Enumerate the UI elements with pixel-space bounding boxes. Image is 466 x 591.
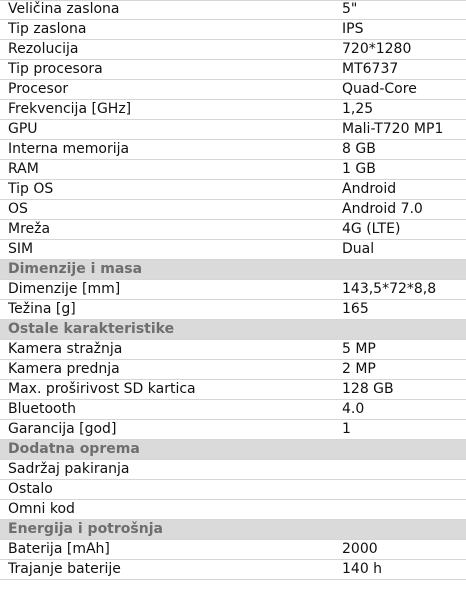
table-row: [0, 360, 466, 380]
spec-label: Frekvencija [GHz]: [0, 100, 334, 120]
table-row: [0, 300, 466, 320]
spec-value: 1 GB: [334, 160, 466, 180]
spec-label: Sadržaj pakiranja: [0, 460, 334, 480]
spec-label: Tip zaslona: [0, 20, 334, 40]
spec-value: IPS: [334, 20, 466, 40]
table-row: [0, 340, 466, 360]
table-row: [0, 280, 466, 300]
spec-label: Veličina zaslona: [0, 0, 334, 20]
spec-value: 1: [334, 420, 466, 440]
spec-label: Bluetooth: [0, 400, 334, 420]
spec-label: Mreža: [0, 220, 334, 240]
spec-label: Kamera stražnja: [0, 340, 334, 360]
table-row: [0, 80, 466, 100]
spec-label: Dimenzije [mm]: [0, 280, 334, 300]
spec-label: Baterija [mAh]: [0, 540, 334, 560]
spec-value: 8 GB: [334, 140, 466, 160]
spec-value: 165: [334, 300, 466, 320]
spec-value: 5": [334, 0, 466, 20]
spec-value: 720*1280: [334, 40, 466, 60]
table-row: [0, 180, 466, 200]
spec-label: Rezolucija: [0, 40, 334, 60]
spec-value: 5 MP: [334, 340, 466, 360]
spec-value: 128 GB: [334, 380, 466, 400]
table-row: [0, 60, 466, 80]
spec-label: OS: [0, 200, 334, 220]
spec-label: GPU: [0, 120, 334, 140]
spec-label: RAM: [0, 160, 334, 180]
table-row: [0, 400, 466, 420]
spec-value: [334, 460, 466, 480]
table-row: [0, 140, 466, 160]
table-row: [0, 480, 466, 500]
spec-value: 4.0: [334, 400, 466, 420]
spec-value: 140 h: [334, 560, 466, 580]
spec-label: Interna memorija: [0, 140, 334, 160]
spec-value: 143,5*72*8,8: [334, 280, 466, 300]
table-row: [0, 40, 466, 60]
spec-value: Android: [334, 180, 466, 200]
table-row: [0, 0, 466, 20]
spec-value: 2000: [334, 540, 466, 560]
table-row: [0, 420, 466, 440]
spec-value: [334, 500, 466, 520]
spec-value: Android 7.0: [334, 200, 466, 220]
spec-label: Kamera prednja: [0, 360, 334, 380]
section-title: Dimenzije i masa: [0, 260, 466, 280]
table-row: [0, 560, 466, 580]
section-title: Ostale karakteristike: [0, 320, 466, 340]
table-row: [0, 120, 466, 140]
section-title: Energija i potrošnja: [0, 520, 466, 540]
spec-value: Quad-Core: [334, 80, 466, 100]
spec-label: Tip OS: [0, 180, 334, 200]
spec-label: Težina [g]: [0, 300, 334, 320]
spec-value: 4G (LTE): [334, 220, 466, 240]
spec-label: SIM: [0, 240, 334, 260]
spec-value: 1,25: [334, 100, 466, 120]
table-row: [0, 380, 466, 400]
spec-label: Tip procesora: [0, 60, 334, 80]
spec-value: Dual: [334, 240, 466, 260]
table-row: [0, 200, 466, 220]
table-row: [0, 540, 466, 560]
table-row: [0, 160, 466, 180]
spec-label: Ostalo: [0, 480, 334, 500]
section-header-energija: [0, 520, 466, 540]
spec-label: Max. proširivost SD kartica: [0, 380, 334, 400]
spec-value: Mali-T720 MP1: [334, 120, 466, 140]
section-title: Dodatna oprema: [0, 440, 466, 460]
spec-label: Garancija [god]: [0, 420, 334, 440]
spec-value: [334, 480, 466, 500]
spec-label: Trajanje baterije: [0, 560, 334, 580]
section-header-dodatna: [0, 440, 466, 460]
table-row: [0, 460, 466, 480]
section-header-dimenzije: [0, 260, 466, 280]
spec-value: MT6737: [334, 60, 466, 80]
table-row: [0, 100, 466, 120]
spec-label: Omni kod: [0, 500, 334, 520]
table-row: [0, 220, 466, 240]
section-header-ostale: [0, 320, 466, 340]
spec-label: Procesor: [0, 80, 334, 100]
table-row: [0, 500, 466, 520]
table-row: [0, 20, 466, 40]
table-row: [0, 240, 466, 260]
spec-value: 2 MP: [334, 360, 466, 380]
